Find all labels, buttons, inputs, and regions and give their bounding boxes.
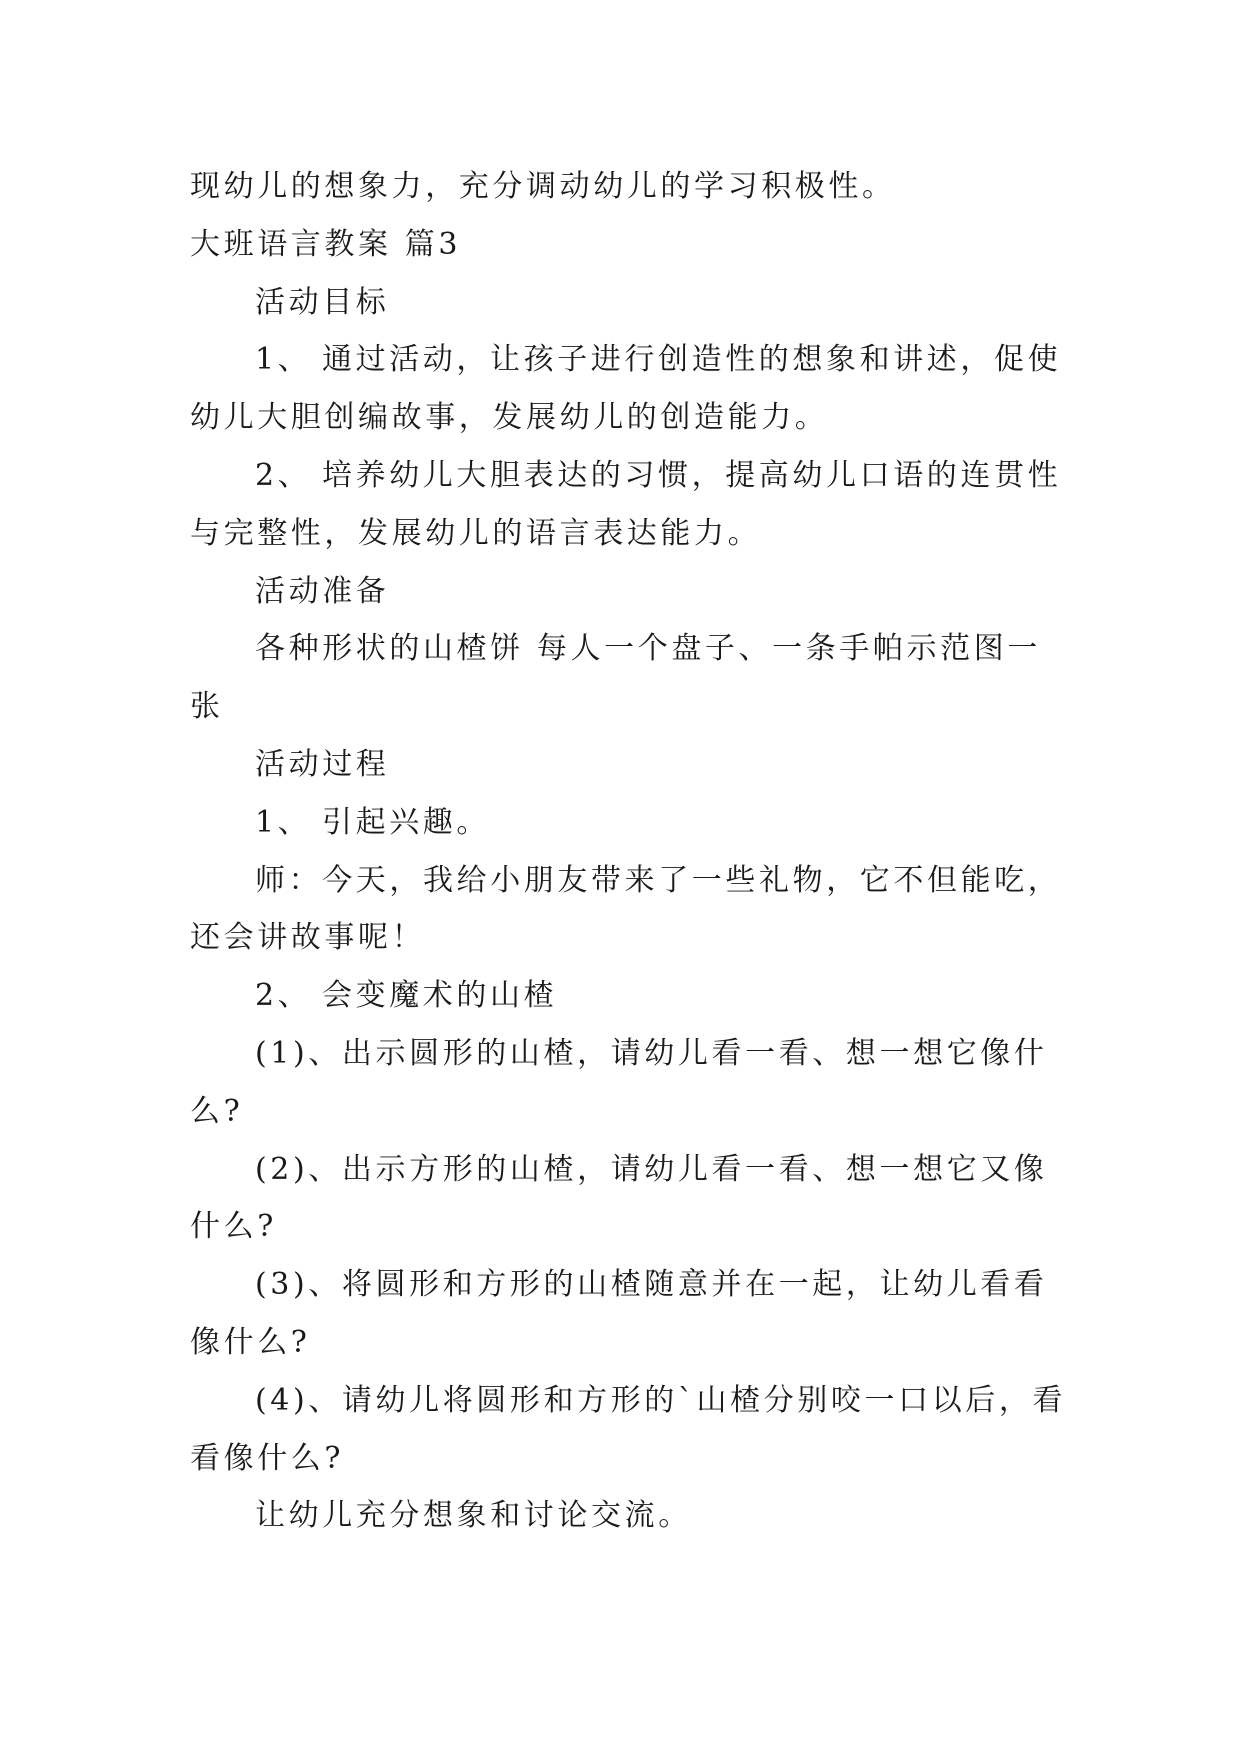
document-body [190,158,1067,1545]
text-line: 幼儿大胆创编故事，发展幼儿的创造能力。 [190,400,829,436]
text-line: 让幼儿充分想象和讨论交流。 [255,1498,692,1534]
text-line: 各种形状的山楂饼 每人一个盘子、一条手帕示范图一 [255,631,1041,667]
text-line: 什么? [190,1209,277,1245]
text-line: 2、 培养幼儿大胆表达的习惯，提高幼儿口语的连贯性 [255,457,1062,493]
section-title: 大班语言教案 篇3 [190,226,462,262]
text-line: (1)、出示圆形的山楂，请幼儿看一看、想一想它像什 [255,1035,1048,1071]
text-line: 与完整性，发展幼儿的语言表达能力。 [190,515,762,551]
text-line: 看像什么? [190,1440,345,1476]
text-line: (4)、请幼儿将圆形和方形的`山楂分别咬一口以后，看 [255,1382,1067,1418]
text-line: 张 [190,689,224,725]
heading-activity-prep: 活动准备 [255,573,390,609]
text-line: (3)、将圆形和方形的山楂随意并在一起，让幼儿看看 [255,1267,1048,1303]
text-line: 师：今天，我给小朋友带来了一些礼物，它不但能吃， [255,862,1062,898]
text-line: 现幼儿的想象力，充分调动幼儿的学习积极性。 [190,169,896,204]
text-line: 2、 会变魔术的山楂 [255,978,558,1014]
text-line: 么? [190,1093,244,1129]
heading-activity-goals: 活动目标 [255,284,390,320]
text-line: (2)、出示方形的山楂，请幼儿看一看、想一想它又像 [255,1151,1048,1187]
text-line: 像什么? [190,1324,311,1360]
text-line: 1、 通过活动，让孩子进行创造性的想象和讲述，促使 [255,342,1062,378]
text-line: 1、 引起兴趣。 [255,804,490,840]
text-line: 还会讲故事呢！ [190,920,426,956]
heading-activity-process: 活动过程 [255,746,390,782]
